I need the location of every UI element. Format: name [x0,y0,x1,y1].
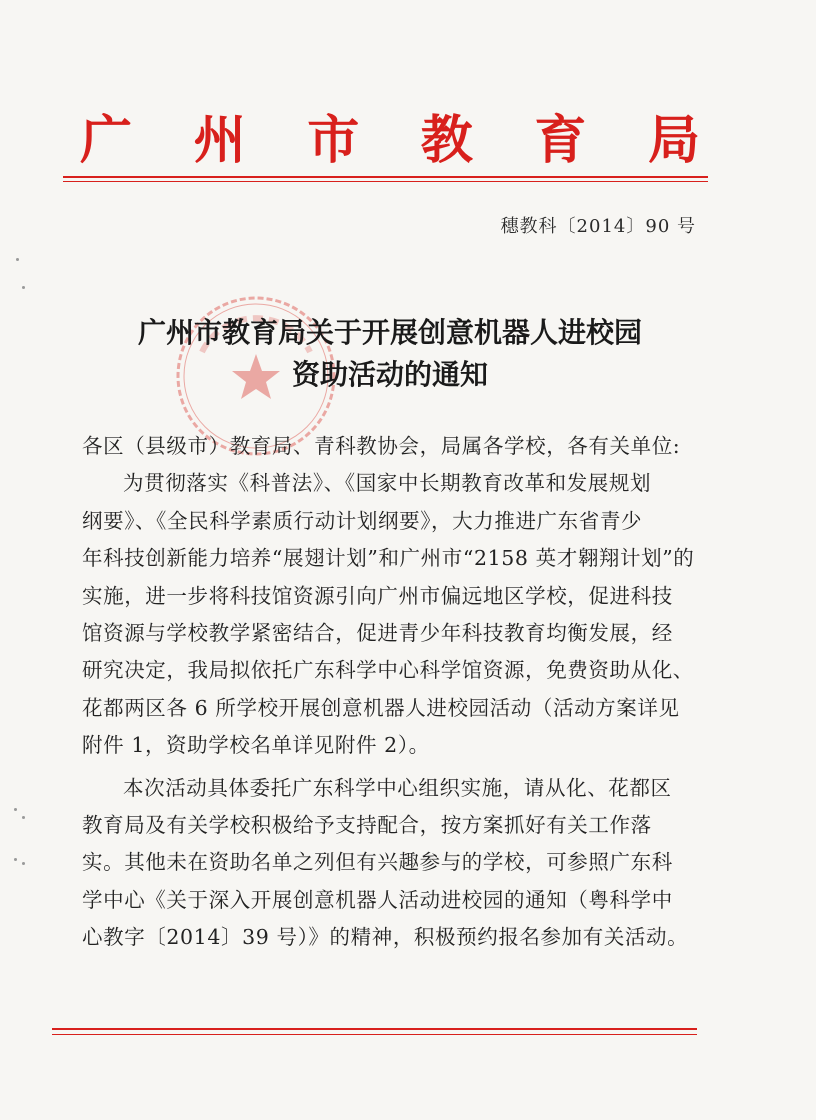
footer-divider [52,1028,697,1030]
body-line: 教育局及有关学校积极给予支持配合，按方案抓好有关工作落 [82,812,652,837]
body-line: 馆资源与学校教学紧密结合，促进青少年科技教育均衡发展，经 [82,620,673,645]
scan-speck [22,286,25,289]
header-char: 局 [647,110,700,171]
body-line: 附件 1，资助学校名单详见附件 2）。 [82,733,430,758]
body-line: 学中心《关于深入开展创意机器人活动进校园的通知（粤科学中 [82,887,673,912]
body-line: 心教字〔2014〕39 号）》的精神，积极预约报名参加有关活动。 [82,925,689,950]
body-line: 实。其他未在资助名单之列但有兴趣参与的学校，可参照广东科 [82,850,673,875]
body-line: 年科技创新能力培养“展翅计划”和广州市“2158 英才翱翔计划”的 [82,546,695,571]
title-line-2: 资助活动的通知 [291,358,488,391]
scan-speck [14,858,17,861]
body-line: 各区（县级市）教育局、青科教协会，局属各学校，各有关单位: [82,434,681,458]
title-line-1: 广州市教育局关于开展创意机器人进校园 [137,316,642,349]
body-line: 纲要》、《全民科学素质行动计划纲要》，大力推进广东省青少 [82,508,643,533]
issuer-header [80,98,700,171]
scan-speck [14,808,17,811]
header-char: 州 [193,110,246,171]
scan-speck [22,862,25,865]
header-char: 教 [420,110,473,171]
header-divider [63,176,708,178]
body-line: 实施，进一步将科技馆资源引向广州市偏远地区学校，促进科技 [82,583,673,608]
header-char: 广 [80,110,133,171]
document-body [82,428,712,956]
scan-speck [16,258,19,261]
header-char: 育 [534,110,587,171]
body-line: 研究决定，我局拟依托广东科学中心科学馆资源，免费资助从化、 [82,658,694,683]
document-number: 穗教科〔2014〕90 号 [500,216,696,237]
scan-speck [22,816,25,819]
header-char: 市 [307,110,360,171]
body-line: 为贯彻落实《科普法》、《国家中长期教育改革和发展规划 [123,471,652,496]
body-line: 花都两区各 6 所学校开展创意机器人进校园活动（活动方案详见 [82,695,680,720]
document-title [80,312,700,396]
body-line: 本次活动具体委托广东科学中心组织实施，请从化、花都区 [123,775,672,800]
